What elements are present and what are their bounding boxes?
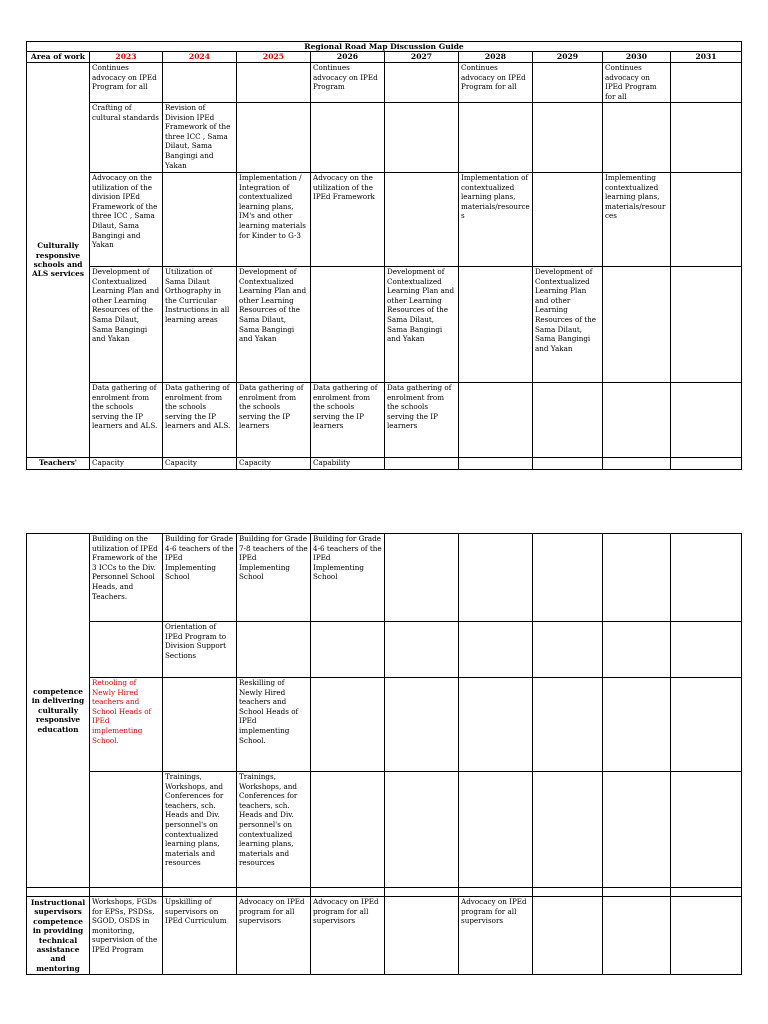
table-cell xyxy=(671,622,742,678)
table-cell xyxy=(533,534,603,622)
table-cell xyxy=(385,678,459,772)
table-cell: Advocacy on IPEd program for all supervisors xyxy=(237,897,311,975)
table-cell: Data gathering of enrolment from the schools serving the IP learners xyxy=(311,383,385,458)
table-title: Regional Road Map Discussion Guide xyxy=(27,42,742,52)
table-row xyxy=(27,103,742,173)
table-row xyxy=(27,458,742,470)
table-cell xyxy=(603,888,671,897)
table-cell: Capacity xyxy=(90,458,163,470)
table-cell: Development of Contextualized Learning Plan and other Learning Resources of the Sama Dilaut, Sama Bangingi and Yakan xyxy=(533,267,603,383)
table-cell xyxy=(671,63,742,103)
table-cell xyxy=(237,622,311,678)
table-cell: Continues advocacy on IPEd Program for all xyxy=(90,63,163,103)
table-row xyxy=(27,267,742,383)
table-cell: Revision of Division IPEd Framework of the three ICC , Sama Dilaut, Sama Bangingi and Yakan xyxy=(163,103,237,173)
table-cell xyxy=(533,458,603,470)
table-row xyxy=(27,622,742,678)
table-cell xyxy=(671,897,742,975)
table-cell xyxy=(459,103,533,173)
road-map-table-page-2 xyxy=(26,533,742,975)
year-2028-header: 2028 xyxy=(459,52,533,63)
year-2031-header: 2031 xyxy=(671,52,742,63)
table-cell xyxy=(163,63,237,103)
table-cell: Workshops, FGDs for EPSs, PSDSs, SGOD, OSDS in monitoring, supervision of the IPEd Program xyxy=(90,897,163,975)
table-cell: Continues advocacy on IPEd Program xyxy=(311,63,385,103)
year-header-row xyxy=(27,52,742,63)
table-row xyxy=(27,173,742,267)
year-2025-header: 2025 xyxy=(237,52,311,63)
table-row xyxy=(27,383,742,458)
table-cell xyxy=(459,622,533,678)
table-cell: Building for Grade 4-6 teachers of the IPEd Implementing School xyxy=(163,534,237,622)
table-cell: Development of Contextualized Learning Plan and other Learning Resources of the Sama Dilaut, Sama Bangingi and Yakan xyxy=(385,267,459,383)
table-cell xyxy=(385,63,459,103)
area-teachers: Teachers' xyxy=(27,458,90,470)
table-cell xyxy=(533,383,603,458)
table-cell xyxy=(671,678,742,772)
table-cell xyxy=(385,173,459,267)
table-cell xyxy=(90,622,163,678)
year-2027-header: 2027 xyxy=(385,52,459,63)
table-cell xyxy=(237,103,311,173)
table-cell xyxy=(27,888,90,897)
table-row xyxy=(27,63,742,103)
table-cell: Advocacy on the utilization of the division IPEd Framework of the three ICC , Sama Dilaut, Sama Bangingi and Yakan xyxy=(90,173,163,267)
table-cell: Building for Grade 7-8 teachers of the IPEd Implementing School xyxy=(237,534,311,622)
table-cell xyxy=(671,173,742,267)
table-cell xyxy=(533,897,603,975)
table-row xyxy=(27,772,742,888)
table-cell: Building for Grade 4-6 teachers of the IPEd Implementing School xyxy=(311,534,385,622)
table-cell: Data gathering of enrolment from the schools serving the IP learners and ALS. xyxy=(90,383,163,458)
area-of-work-header: Area of work xyxy=(27,52,90,63)
table-cell xyxy=(533,103,603,173)
table-cell xyxy=(385,888,459,897)
table-cell: Development of Contextualized Learning Plan and other Learning Resources of the Sama Dilaut, Sama Bangingi and Yakan xyxy=(237,267,311,383)
area-instructional-supervisors: Instructional supervisors competence in providing technical assistance and mentoring xyxy=(27,897,90,975)
table-cell xyxy=(603,267,671,383)
table-cell xyxy=(671,772,742,888)
table-cell xyxy=(385,772,459,888)
table-cell: Capability xyxy=(311,458,385,470)
year-2030-header: 2030 xyxy=(603,52,671,63)
table-cell xyxy=(533,772,603,888)
table-cell xyxy=(459,534,533,622)
table-cell: Orientation of IPEd Program to Division Support Sections xyxy=(163,622,237,678)
table-cell: Data gathering of enrolment from the schools serving the IP learners xyxy=(385,383,459,458)
table-cell xyxy=(385,103,459,173)
table-cell xyxy=(311,772,385,888)
table-cell xyxy=(603,622,671,678)
table-cell: Implementation / Integration of contextualized learning plans, IM's and other learning materials for Kinder to G-3 xyxy=(237,173,311,267)
table-cell xyxy=(385,534,459,622)
table-cell xyxy=(385,897,459,975)
table-cell xyxy=(533,63,603,103)
table-cell: Data gathering of enrolment from the schools serving the IP learners and ALS. xyxy=(163,383,237,458)
table-cell: Trainings, Workshops, and Conferences for teachers, sch. Heads and Div. personnel's on contextualized learning plans, materials and resources xyxy=(163,772,237,888)
table-cell: Trainings, Workshops, and Conferences for teachers, sch. Heads and Div. personnel's on contextualized learning plans, materials and resources xyxy=(237,772,311,888)
table-row xyxy=(27,678,742,772)
year-2026-header: 2026 xyxy=(311,52,385,63)
table-row xyxy=(27,534,742,622)
road-map-table-page-1 xyxy=(26,41,742,470)
table-cell xyxy=(459,267,533,383)
table-cell xyxy=(603,383,671,458)
table-cell xyxy=(385,622,459,678)
table-cell xyxy=(459,383,533,458)
table-cell: Continues advocacy on IPEd Program for all xyxy=(459,63,533,103)
table-cell xyxy=(459,458,533,470)
table-cell: Capacity xyxy=(237,458,311,470)
table-cell xyxy=(671,888,742,897)
table-cell xyxy=(603,458,671,470)
table-cell xyxy=(533,888,603,897)
table-cell xyxy=(603,772,671,888)
table-cell: Reskilling of Newly Hired teachers and School Heads of IPEd implementing School. xyxy=(237,678,311,772)
table-cell: Upskilling of supervisors on IPEd Curriculum xyxy=(163,897,237,975)
table-cell xyxy=(671,458,742,470)
table-cell xyxy=(603,897,671,975)
table-cell xyxy=(671,534,742,622)
table-cell xyxy=(163,173,237,267)
table-cell xyxy=(671,267,742,383)
area-culturally-responsive: Culturally responsive schools and ALS services xyxy=(27,63,90,458)
table-row xyxy=(27,897,742,975)
table-cell xyxy=(237,888,311,897)
table-cell xyxy=(459,772,533,888)
table-cell xyxy=(459,888,533,897)
table-cell: Capacity xyxy=(163,458,237,470)
table-cell: Crafting of cultural standards xyxy=(90,103,163,173)
table-cell xyxy=(311,267,385,383)
table-cell xyxy=(311,888,385,897)
table-cell: Building on the utilization of IPEd Framework of the 3 ICCs to the Div. Personnel School Heads, and Teachers. xyxy=(90,534,163,622)
table-cell: Advocacy on the utilization of the IPEd Framework xyxy=(311,173,385,267)
table-cell: Development of Contextualized Learning Plan and other Learning Resources of the Sama Dilaut, Sama Bangingi and Yakan xyxy=(90,267,163,383)
table-cell xyxy=(311,678,385,772)
table-cell: Utilization of Sama Dilaut Orthography in the Curricular Instructions in all learning areas xyxy=(163,267,237,383)
table-cell xyxy=(311,103,385,173)
table-cell: Continues advocacy on IPEd Program for all xyxy=(603,63,671,103)
table-cell xyxy=(533,622,603,678)
table-cell xyxy=(90,772,163,888)
year-2024-header: 2024 xyxy=(163,52,237,63)
table-cell: Data gathering of enrolment from the schools serving the IP learners xyxy=(237,383,311,458)
table-cell xyxy=(163,888,237,897)
table-cell xyxy=(385,458,459,470)
year-2029-header: 2029 xyxy=(533,52,603,63)
table-cell xyxy=(603,678,671,772)
table-cell xyxy=(311,622,385,678)
table-cell: Advocacy on IPEd program for all supervisors xyxy=(311,897,385,975)
table-cell-highlighted: Retooling of Newly Hired teachers and School Heads of IPEd implementing School. xyxy=(90,678,163,772)
table-cell xyxy=(671,383,742,458)
table-cell xyxy=(90,888,163,897)
area-competence-culturally-responsive: competence in delivering culturally responsive education xyxy=(27,534,90,888)
table-cell xyxy=(533,678,603,772)
table-cell xyxy=(533,173,603,267)
table-cell: Implementing contextualized learning plans, materials/resources xyxy=(603,173,671,267)
table-cell xyxy=(237,63,311,103)
table-cell xyxy=(603,103,671,173)
table-cell xyxy=(603,534,671,622)
table-cell xyxy=(671,103,742,173)
table-cell xyxy=(459,678,533,772)
table-row xyxy=(27,888,742,897)
table-cell: Implementation of contextualized learning plans, materials/resources xyxy=(459,173,533,267)
table-cell: Advocacy on IPEd program for all supervisors xyxy=(459,897,533,975)
year-2023-header: 2023 xyxy=(90,52,163,63)
table-cell xyxy=(163,678,237,772)
